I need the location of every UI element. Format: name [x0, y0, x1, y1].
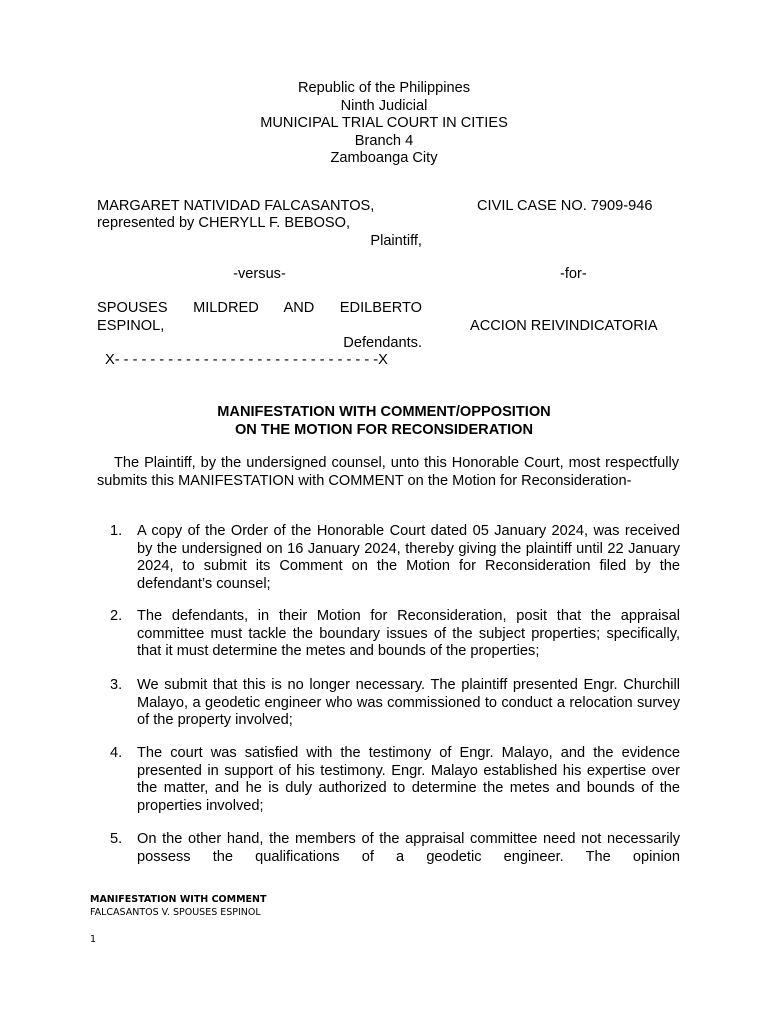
caption-separator: X- - - - - - - - - - - - - - - - - - - - - - - - - - - - - -X: [105, 352, 388, 368]
title-line1: MANIFESTATION WITH COMMENT/OPPOSITION: [217, 404, 551, 420]
title-line2: ON THE MOTION FOR RECONSIDERATION: [234, 421, 534, 438]
header-court-name: MUNICIPAL TRIAL COURT IN CITIES: [260, 115, 508, 131]
plaintiff-label: Plaintiff,: [370, 233, 422, 249]
defendants-label: Defendants.: [343, 335, 422, 351]
civil-case-number: CIVIL CASE NO. 7909-946: [477, 198, 653, 214]
list-item: [110, 608, 680, 661]
page-footer: [90, 893, 266, 919]
list-item-text: The court was satisfied with the testimony of Engr. Malayo, and the evidence presented in support of his testimony. Engr. Malayo established his expertise over the matter, and he is duly authorized to determine the metes and bounds of the properties involved;: [137, 745, 680, 814]
list-item-number: 3.: [110, 677, 123, 693]
document-title: [0, 404, 768, 439]
for-label: -for-: [560, 266, 587, 282]
page-number: 1: [90, 934, 97, 945]
list-item-number: 4.: [110, 745, 123, 761]
plaintiff-name: MARGARET NATIVIDAD FALCASANTOS,: [97, 198, 375, 214]
intro-paragraph: The Plaintiff, by the undersigned counsel, unto this Honorable Court, most respectfully submits this MANIFESTATION with COMMENT on the Motion for Reconsideration-: [97, 455, 679, 489]
footer-case-title: FALCASANTOS V. SPOUSES ESPINOL: [90, 907, 261, 918]
list-item-number: 1.: [110, 523, 123, 539]
list-item-text: We submit that this is no longer necessary. The plaintiff presented Engr. Churchill Malayo, a geodetic engineer who was commissioned to conduct a relocation survey of the property involved;: [137, 677, 680, 728]
list-item: [110, 523, 680, 593]
list-item: [110, 745, 680, 815]
plaintiff-representative: represented by CHERYLL F. BEBOSO,: [97, 215, 351, 231]
list-item-text: The defendants, in their Motion for Reconsideration, posit that the appraisal committee must tackle the boundary issues of the subject properties; specifically, that it must determine the metes and bounds of the properties;: [137, 608, 680, 659]
header-republic: Republic of the Philippines: [298, 80, 470, 96]
defendants-name-line2: ESPINOL,: [97, 318, 165, 334]
header-judicial-region: Ninth Judicial: [340, 97, 428, 114]
versus-label: -versus-: [233, 266, 286, 282]
list-item: [110, 677, 680, 730]
action-title: ACCION REIVINDICATORIA: [470, 318, 658, 334]
list-item-text: A copy of the Order of the Honorable Court dated 05 January 2024, was received by the undersigned on 16 January 2024, thereby giving the plaintiff until 22 January 2024, to submit its Comment on the Motion for Reconsideration filed by the defendant’s counsel;: [137, 523, 680, 592]
footer-document-title: MANIFESTATION WITH COMMENT: [90, 894, 267, 905]
list-item-number: 5.: [110, 831, 123, 847]
list-item-number: 2.: [110, 608, 123, 624]
list-item: [110, 831, 680, 866]
header-branch: Branch 4: [354, 132, 414, 149]
list-item-text: On the other hand, the members of the appraisal committee need not necessarily possess the qualifications of a geodetic engineer. The opinion: [137, 831, 680, 865]
defendants-name-line1: SPOUSES MILDRED AND EDILBERTO: [97, 300, 422, 316]
court-header: [0, 80, 768, 168]
header-city: Zamboanga City: [330, 150, 438, 166]
